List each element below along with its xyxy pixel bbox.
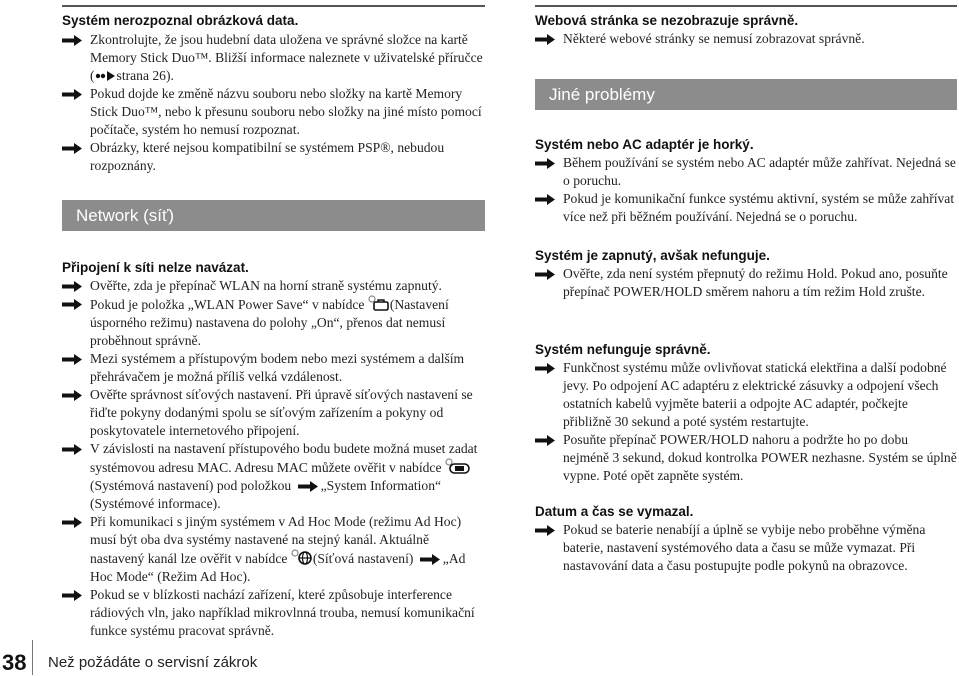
section-banner-other: Jiné problémy <box>535 79 957 110</box>
list-item: V závislosti na nastavení přístupového bodu budete možná muset zadat systémovou adresu MAC. Adresu MAC můžete ověřit v nabídce (Systémová nastavení) pod položkou „System Information“ (Systémové informace). <box>62 440 485 513</box>
right-arrow-icon <box>535 269 555 280</box>
right-arrow-icon <box>62 281 82 292</box>
network-globe-icon <box>291 549 313 565</box>
list-system-hot <box>535 154 957 226</box>
right-arrow-icon <box>62 354 82 365</box>
list-item: Mezi systémem a přístupovým bodem nebo mezi systémem a dalším přehrávačem je možná příliš velká vzdálenost. <box>62 350 485 386</box>
heading-system-on: Systém je zapnutý, avšak nefunguje. <box>535 248 770 263</box>
list-item: Ověřte, zda je přepínač WLAN na horní straně systému zapnutý. <box>62 277 485 295</box>
list-date-time <box>535 521 957 575</box>
right-arrow-icon <box>535 525 555 536</box>
list-item: Při komunikaci s jiným systémem v Ad Hoc Mode (režimu Ad Hoc) musí být oba dva systémy nastavené na stejný kanál. Aktuálně nastavený kanál lze ověřit v nabídce (Síťová nastavení) „Ad Hoc Mode“ (Režim Ad Hoc). <box>62 513 485 586</box>
right-arrow-icon <box>535 363 555 374</box>
right-arrow-icon <box>298 481 318 492</box>
list-item: Posuňte přepínač POWER/HOLD nahoru a podržte ho po dobu nejméně 3 sekund, dokud kontrolka POWER nezhasne. Systém se úplně vypne. Poté opět zapněte systém. <box>535 431 957 485</box>
right-arrow-icon <box>62 390 82 401</box>
list-system-malfunction <box>535 359 957 485</box>
list-system-on <box>535 265 957 301</box>
heading-no-image-data: Systém nerozpoznal obrázková data. <box>62 13 299 28</box>
heading-date-time: Datum a čas se vymazal. <box>535 504 694 519</box>
double-arrow-ref-icon <box>95 70 117 82</box>
heading-network-connect: Připojení k síti nelze navázat. <box>62 260 249 275</box>
list-item: Některé webové stránky se nemusí zobrazovat správně. <box>535 30 957 48</box>
list-network <box>62 277 485 640</box>
right-arrow-icon <box>535 158 555 169</box>
top-rule-left <box>62 5 485 7</box>
right-arrow-icon <box>62 517 82 528</box>
list-item: Zkontrolujte, že jsou hudební data uložena ve správné složce na kartě Memory Stick Duo™. Bližší informace naleznete v uživatelské příručce ( strana 26). <box>62 31 485 85</box>
heading-webpage: Webová stránka se nezobrazuje správně. <box>535 13 799 28</box>
list-item: Pokud je položka „WLAN Power Save“ v nabídce (Nastavení úsporného režimu) nastavena do polohy „On“, přenos dat nemusí proběhnout správně. <box>62 295 485 350</box>
list-item: Obrázky, které nejsou kompatibilní se systémem PSP®, nebudou rozpoznány. <box>62 139 485 175</box>
right-arrow-icon <box>62 590 82 601</box>
right-arrow-icon <box>62 89 82 100</box>
right-arrow-icon <box>535 34 555 45</box>
list-item: Pokud dojde ke změně názvu souboru nebo složky na kartě Memory Stick Duo™, nebo k přesunu souboru nebo složky na jiné místo pomocí počítače, systém ho nemusí rozpoznat. <box>62 85 485 139</box>
settings-toolbox-icon <box>368 295 390 311</box>
right-arrow-icon <box>62 444 82 455</box>
list-item: Pokud se baterie nenabíjí a úplně se vybije nebo proběhne výměna baterie, nastavení systémového data a času se může vymazat. Při nastavování data a času postupujte podle pokynů na obrazovce. <box>535 521 957 575</box>
right-arrow-icon <box>535 194 555 205</box>
heading-system-malfunction: Systém nefunguje správně. <box>535 342 711 357</box>
list-webpage <box>535 30 957 48</box>
top-rule-right <box>535 5 957 7</box>
list-item: Pokud se v blízkosti nachází zařízení, které způsobuje interference rádiových vln, jako například mikrovlnná trouba, nemusí komunikační funkce systému pracovat správně. <box>62 586 485 640</box>
page-number: 38 <box>2 650 27 675</box>
system-settings-icon <box>445 458 471 474</box>
heading-system-hot: Systém nebo AC adaptér je horký. <box>535 137 754 152</box>
right-arrow-icon <box>535 435 555 446</box>
section-banner-network: Network (síť) <box>62 200 485 231</box>
list-item: Pokud je komunikační funkce systému aktivní, systém se může zahřívat více než při běžném používání. Nejedná se o poruchu. <box>535 190 957 226</box>
list-item: Ověřte správnost síťových nastavení. Při úpravě síťových nastavení se řiďte pokyny dodanými spolu se síťovým zařízením a pokyny od poskytovatele internetového připojení. <box>62 386 485 440</box>
list-no-image-data <box>62 31 485 175</box>
footer-title: Než požádáte o servisní zákrok <box>48 654 258 671</box>
list-item: Funkčnost systému může ovlivňovat statická elektřina a další podobné jevy. Po odpojení AC adaptéru z elektrické zásuvky a odpojení všech ostatních kabelů vyjměte baterii a odpojte AC adaptér, počkejte přibližně 30 sekund a poté systém restartujte. <box>535 359 957 431</box>
list-item: Během používání se systém nebo AC adaptér může zahřívat. Nejedná se o poruchu. <box>535 154 957 190</box>
list-item: Ověřte, zda není systém přepnutý do režimu Hold. Pokud ano, posuňte přepínač POWER/HOLD směrem nahoru a tím režim Hold zrušte. <box>535 265 957 301</box>
footer-divider <box>32 640 33 675</box>
right-arrow-icon <box>62 35 82 46</box>
right-arrow-icon <box>62 299 82 310</box>
right-arrow-icon <box>420 554 440 565</box>
right-arrow-icon <box>62 143 82 154</box>
